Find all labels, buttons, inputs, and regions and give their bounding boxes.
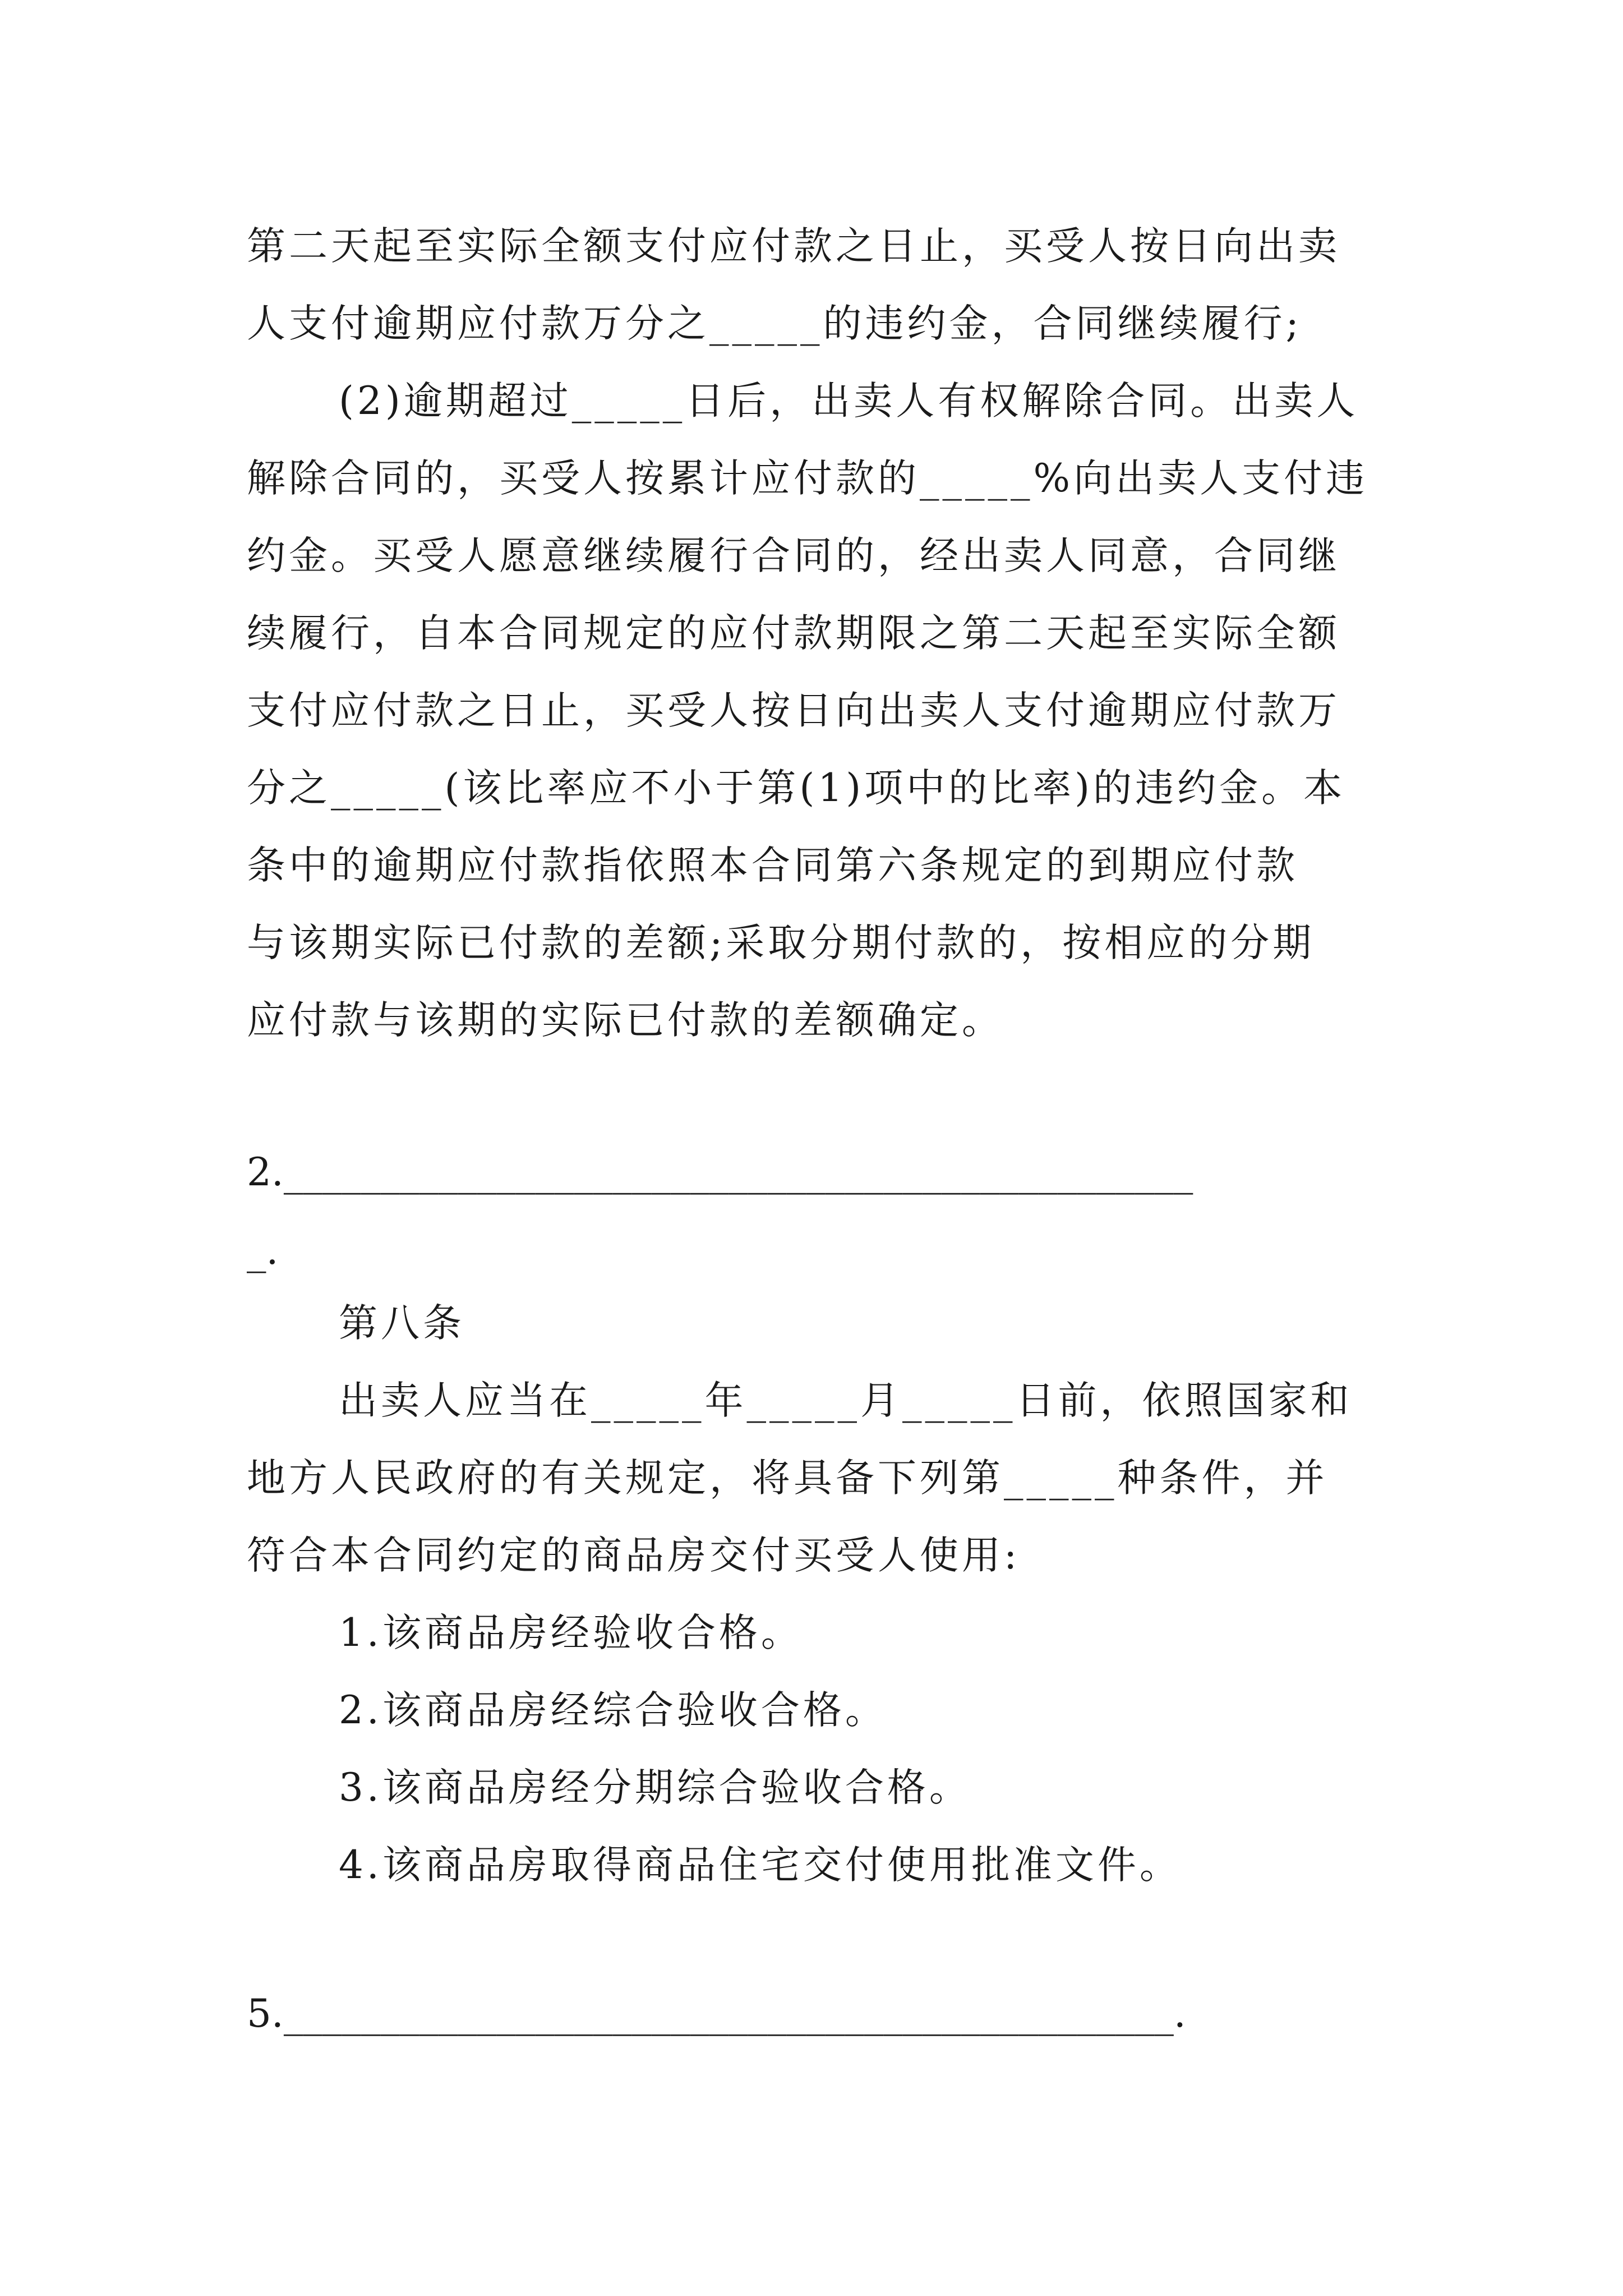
text-line: 出卖人应当在_____年_____月_____日前，依照国家和 xyxy=(339,1378,1353,1423)
text-line: 续履行，自本合同规定的应付款期限之第二天起至实际全额 xyxy=(247,611,1340,656)
text-line: 符合本合同约定的商品房交付买受人使用: xyxy=(247,1533,1021,1578)
text-line: (2)逾期超过_____日后，出卖人有权解除合同。出卖人 xyxy=(339,379,1359,424)
text-line: 支付应付款之日止，买受人按日向出卖人支付逾期应付款万 xyxy=(247,688,1340,733)
item-2-blank: 2._______________________________________________ xyxy=(247,1150,1193,1195)
text-line: 解除合同的，买受人按累计应付款的_____%向出卖人支付违 xyxy=(247,456,1368,501)
article-heading: 第八条 xyxy=(339,1301,465,1346)
paragraph-penalty-terms xyxy=(247,208,1391,1059)
condition-item: 2.该商品房经综合验收合格。 xyxy=(339,1688,887,1733)
condition-item: 3.该商品房经分期综合验收合格。 xyxy=(339,1765,971,1810)
text-line: 地方人民政府的有关规定，将具备下列第_____种条件，并 xyxy=(247,1456,1328,1501)
condition-item: 4.该商品房取得商品住宅交付使用批准文件。 xyxy=(339,1843,1182,1888)
condition-item: 1.该商品房经验收合格。 xyxy=(339,1611,803,1655)
article-8 xyxy=(247,1285,1391,1904)
text-line: 条中的逾期应付款指依照本合同第六条规定的到期应付款 xyxy=(247,843,1298,888)
text-line: 应付款与该期的实际已付款的差额确定。 xyxy=(247,998,1004,1043)
item-2-blank-end: _. xyxy=(247,1228,279,1273)
text-line: 约金。买受人愿意继续履行合同的，经出卖人同意，合同继 xyxy=(247,533,1340,578)
text-line: 第二天起至实际全额支付应付款之日止，买受人按日向出卖 xyxy=(247,224,1340,269)
text-line: 与该期实际已付款的差额;采取分期付款的，按相应的分期 xyxy=(247,921,1315,965)
item-5-blank: 5.______________________________________________. xyxy=(247,1991,1186,2036)
text-line: 分之_____(该比率应不小于第(1)项中的比率)的违约金。本 xyxy=(247,766,1346,811)
text-line: 人支付逾期应付款万分之_____的违约金，合同继续履行; xyxy=(247,301,1302,346)
